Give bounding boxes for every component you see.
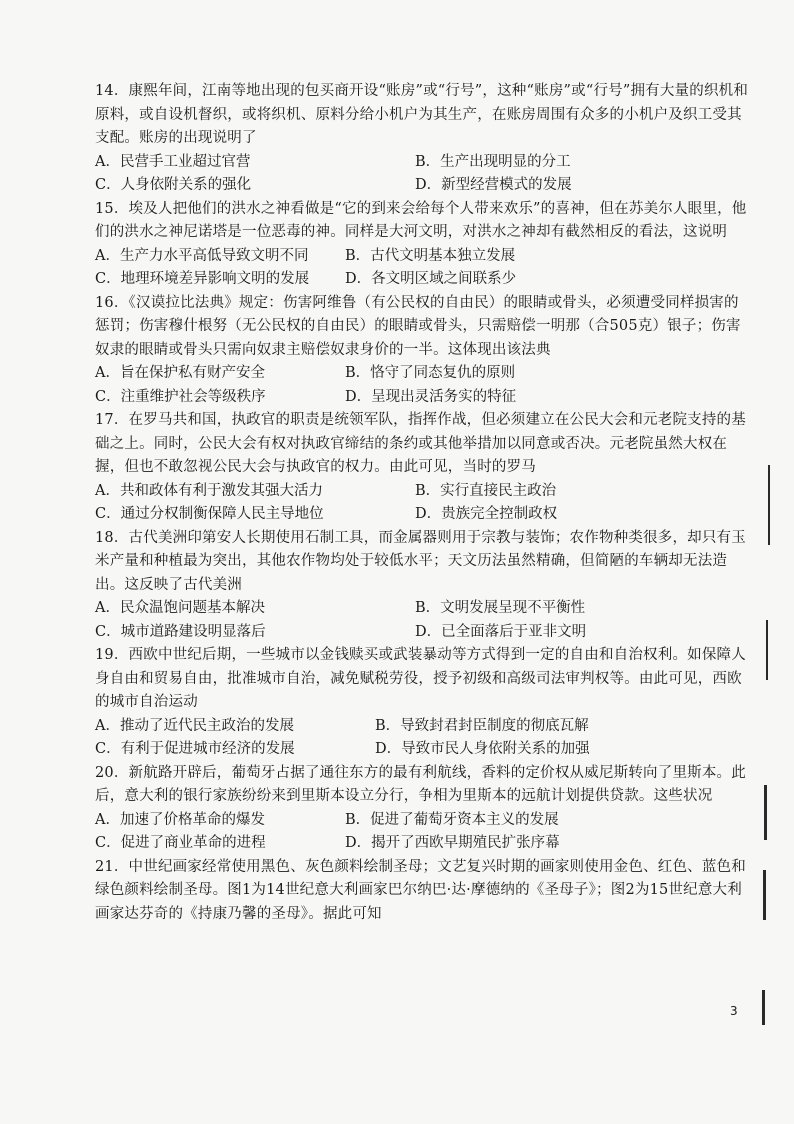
scan-edge-mark [762, 990, 765, 1025]
question-stem: 17．在罗马共和国，执政官的职责是统领军队，指挥作战，但必须建立在公民大会和元老院支持的基础之上。同时，公民大会有权对执政官缔结的条约或其他举措加以同意或否决。元老院虽然大权在握，但也不敢忽视公民大会与执政官的权力。由此可见，当时的罗马 [95, 412, 746, 475]
options [95, 362, 750, 409]
option-a: A．加速了价格革命的爆发 [95, 811, 265, 828]
question-stem: 18．古代美洲印第安人长期使用石制工具，而金属器则用于宗教与装饰；农作物种类很多，却只有玉米产量和种植最为突出，其他农作物均处于较低水平；天文历法虽然精确，但简陋的车辆却无法造出。这反映了古代美洲 [95, 529, 746, 593]
scan-edge-mark [763, 870, 766, 920]
question-stem: 16．《汉谟拉比法典》规定：伤害阿维鲁（有公民权的自由民）的眼睛或骨头，必须遭受同样损害的惩罚；伤害穆什根努（无公民权的自由民）的眼睛或骨头，只需赔偿一明那（合505克）银子；伤害奴隶的眼睛或骨头只需向奴隶主赔偿奴隶身价的一半。这体现出该法典 [95, 294, 741, 358]
options [95, 809, 750, 856]
scan-edge-mark [764, 785, 767, 840]
option-a: A．旨在保护私有财产安全 [95, 365, 265, 381]
question-16 [95, 292, 750, 410]
option-b: B．生产出现明显的分工 [415, 153, 571, 170]
option-b: B．古代文明基本独立发展 [345, 247, 516, 264]
options [95, 151, 750, 198]
option-d: D．已全面落后于亚非文明 [415, 623, 587, 640]
question-18 [95, 527, 750, 645]
option-b: B．恪守了同态复仇的原则 [345, 365, 516, 381]
question-21 [95, 856, 750, 927]
scan-edge-mark [766, 620, 768, 680]
page-number: 3 [730, 1004, 738, 1018]
option-b: B．导致封君封臣制度的彻底瓦解 [375, 717, 589, 734]
option-d: D．揭开了西欧早期殖民扩张序幕 [345, 835, 560, 851]
option-d: D．新型经营模式的发展 [415, 177, 572, 193]
question-19 [95, 644, 750, 762]
question-20 [95, 762, 750, 856]
scan-edge-mark [768, 465, 770, 545]
option-c: C．有利于促进城市经济的发展 [95, 741, 295, 757]
options [95, 597, 750, 644]
option-b: B．实行直接民主政治 [415, 482, 557, 499]
option-d: D．导致市民人身依附关系的加强 [375, 741, 590, 757]
option-d: D．各文明区域之间联系少 [345, 271, 517, 287]
question-stem: 21．中世纪画家经常使用黑色、灰色颜料绘制圣母；文艺复兴时期的画家则使用金色、红色、蓝色和绿色颜料绘制圣母。图1为14世纪意大利画家巴尔纳巴·达·摩德纳的《圣母子》；图2为15世纪意大利画家达芬奇的《持康乃馨的圣母》。据此可知 [95, 858, 746, 922]
question-list [95, 80, 750, 926]
option-a: A．生产力水平高低导致文明不同 [95, 247, 309, 264]
option-b: B．文明发展呈现不平衡性 [415, 600, 586, 616]
question-stem: 15．埃及人把他们的洪水之神看做是“它的到来会给每个人带来欢乐”的喜神，但在苏美尔人眼里，他们的洪水之神尼诺塔是一位恶毒的神。同样是大河文明，对洪水之神却有截然相反的看法，这说明 [95, 200, 747, 240]
option-a: A．民众温饱问题基本解决 [95, 600, 265, 616]
option-a: A．共和政体有利于激发其强大活力 [95, 482, 323, 499]
question-17 [95, 409, 750, 527]
options [95, 715, 750, 762]
option-d: D．贵族完全控制政权 [415, 506, 558, 522]
option-c: C．城市道路建设明显落后 [95, 623, 266, 640]
question-14 [95, 80, 750, 198]
question-stem: 19．西欧中世纪后期，一些城市以金钱赎买或武装暴动等方式得到一定的自由和自治权利。如保障人身自由和贸易自由，批准城市自治，减免赋税劳役，授予初级和高级司法审判权等。由此可见，西欧的城市自治运动 [95, 647, 746, 710]
option-c: C．地理环境差异影响文明的发展 [95, 271, 310, 287]
options [95, 245, 750, 292]
question-15 [95, 198, 750, 292]
question-stem: 20．新航路开辟后，葡萄牙占据了通往东方的最有利航线，香料的定价权从威尼斯转向了里斯本。此后，意大利的银行家族纷纷来到里斯本设立分行，争相为里斯本的远航计划提供贷款。这些状况 [95, 764, 746, 804]
option-c: C．通过分权制衡保障人民主导地位 [95, 506, 324, 522]
options [95, 480, 750, 527]
option-c: C．人身依附关系的强化 [95, 177, 252, 193]
option-d: D．呈现出灵活务实的特征 [345, 388, 517, 405]
option-c: C．注重维护社会等级秩序 [95, 388, 266, 405]
question-stem: 14．康熙年间，江南等地出现的包买商开设“账房”或“行号”，这种“账房”或“行号”拥有大量的织机和原料，或自设机督织，或将织机、原料分给小机户为其生产，在账房周围有众多的小机户及织工受其支配。账房的出现说明了 [95, 83, 749, 146]
option-c: C．促进了商业革命的进程 [95, 835, 266, 851]
option-a: A．民营手工业超过官营 [95, 153, 251, 170]
option-b: B．促进了葡萄牙资本主义的发展 [345, 811, 559, 828]
option-a: A．推动了近代民主政治的发展 [95, 717, 294, 734]
